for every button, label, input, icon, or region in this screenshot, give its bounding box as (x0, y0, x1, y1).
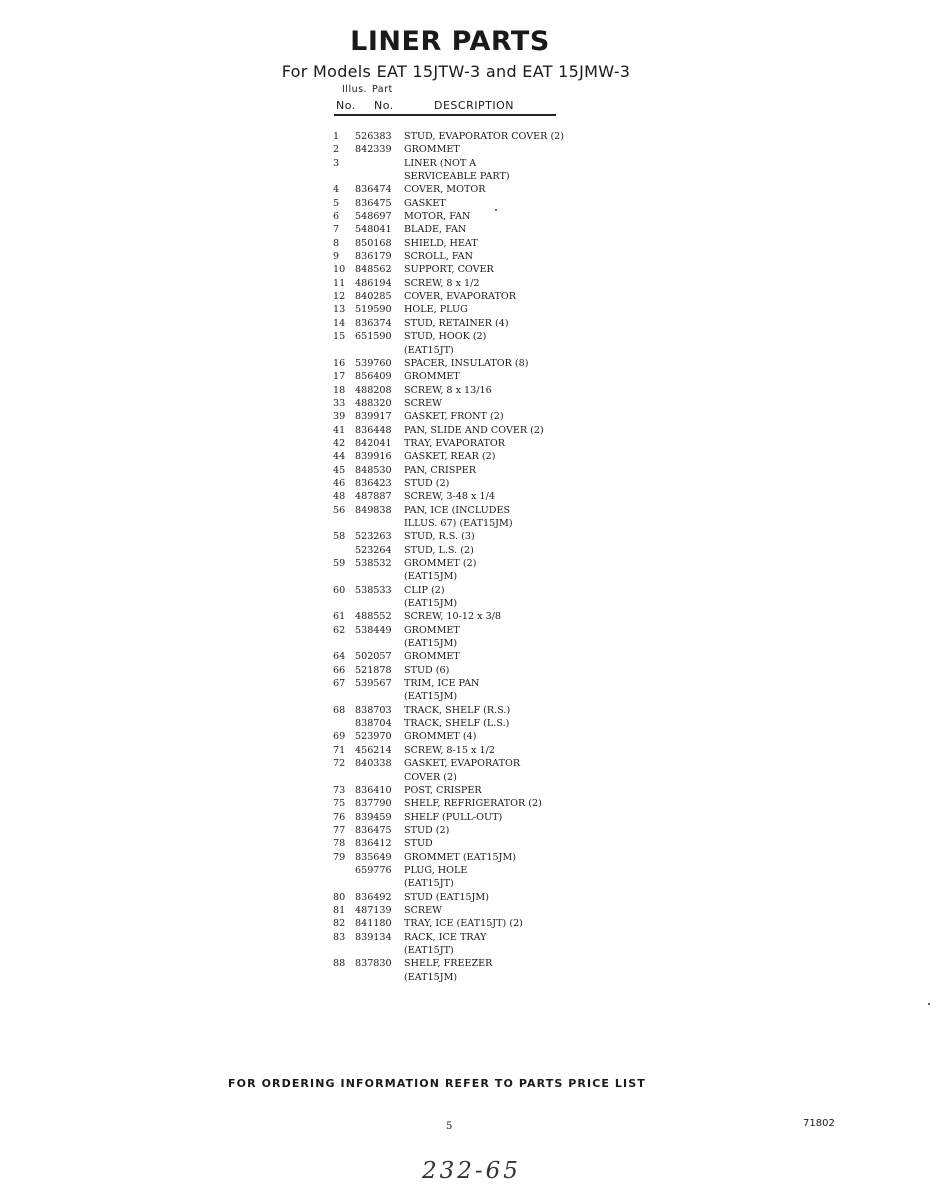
part-number: 842339 (355, 144, 392, 156)
part-number: 523264 (355, 544, 392, 556)
illus-number: 45 (333, 464, 346, 476)
part-number: 839134 (355, 931, 392, 943)
parts-row (333, 170, 593, 183)
part-description: COVER (2) (404, 771, 457, 783)
parts-row (333, 917, 593, 930)
illus-number (333, 637, 355, 650)
part-number (355, 771, 404, 784)
part-description: STUD, R.S. (3) (404, 531, 475, 543)
part-description: SCROLL, FAN (404, 251, 473, 263)
part-number (355, 944, 404, 957)
part-number (355, 597, 404, 610)
part-description: PAN, ICE (INCLUDES (404, 504, 511, 516)
illus-number (333, 971, 355, 984)
part-description: STUD, EVAPORATOR COVER (2) (404, 131, 565, 142)
part-number: 836474 (355, 184, 392, 196)
illus-number: 77 (333, 824, 346, 836)
part-number: 486194 (355, 277, 392, 289)
document-number: 71802 (803, 1118, 835, 1129)
column-header-part: Part (372, 84, 393, 95)
illus-number: 79 (333, 851, 346, 863)
illus-number: 82 (333, 918, 346, 930)
stray-mark (495, 209, 497, 211)
part-description: PAN, SLIDE AND COVER (2) (404, 424, 544, 436)
parts-row (333, 757, 593, 770)
parts-row (333, 824, 593, 837)
stray-mark (928, 1003, 930, 1005)
illus-number (333, 344, 355, 357)
parts-row (333, 811, 593, 824)
illus-number: 46 (333, 477, 346, 489)
part-number: 836374 (355, 317, 392, 329)
parts-row (333, 650, 593, 663)
part-number: 539567 (355, 678, 392, 690)
part-number: 839917 (355, 411, 392, 423)
part-number: 836412 (355, 838, 392, 850)
part-number: 836423 (355, 477, 392, 489)
page-title: LINER PARTS (350, 26, 550, 57)
illus-number: 42 (333, 437, 346, 449)
part-description: CLIP (2) (404, 584, 445, 596)
illus-number: 12 (333, 291, 346, 303)
illus-number: 81 (333, 904, 346, 916)
illus-number: 71 (333, 744, 346, 756)
part-description: STUD, RETAINER (4) (404, 317, 509, 329)
illus-number (333, 864, 355, 877)
part-number: 548697 (355, 211, 392, 223)
part-description: GROMMET (404, 624, 460, 636)
column-header-illus-no: No. (336, 99, 356, 112)
parts-row (333, 183, 593, 196)
parts-row (333, 610, 593, 623)
illus-number: 67 (333, 678, 346, 690)
part-description: RACK, ICE TRAY (404, 931, 487, 943)
part-number (355, 971, 404, 984)
part-description: TRIM, ICE PAN (404, 678, 480, 690)
page-number: 5 (446, 1121, 453, 1132)
part-number: 488552 (355, 611, 392, 623)
illus-number: 4 (333, 184, 340, 196)
parts-row (333, 877, 593, 890)
parts-row (333, 370, 593, 383)
parts-row (333, 784, 593, 797)
part-description: SCREW (404, 397, 443, 409)
illus-number: 58 (333, 531, 346, 543)
part-number: 856409 (355, 371, 392, 383)
parts-row (333, 944, 593, 957)
parts-row (333, 250, 593, 263)
illus-number: 17 (333, 371, 346, 383)
part-description: SCREW, 10-12 x 3/8 (404, 611, 502, 623)
part-number (355, 690, 404, 703)
parts-row (333, 143, 593, 156)
parts-row (333, 437, 593, 450)
part-number: 523970 (355, 731, 392, 743)
illus-number: 18 (333, 384, 346, 396)
part-description: BLADE, FAN (404, 224, 467, 236)
part-description: SHELF (PULL-OUT) (404, 811, 503, 823)
illus-number: 14 (333, 317, 346, 329)
part-number: 837830 (355, 958, 392, 970)
part-description: GROMMET (404, 651, 460, 663)
part-number: 839916 (355, 451, 392, 463)
illus-number: 1 (333, 131, 340, 142)
parts-row (333, 771, 593, 784)
part-number: 502057 (355, 651, 392, 663)
part-number: 849838 (355, 504, 392, 516)
part-number: 835649 (355, 851, 392, 863)
models-subtitle: For Models EAT 15JTW-3 and EAT 15JMW-3 (281, 62, 631, 81)
part-description: TRACK, SHELF (R.S.) (404, 704, 511, 716)
illus-number (333, 597, 355, 610)
part-number: 651590 (355, 331, 392, 343)
part-number: 839459 (355, 811, 392, 823)
part-description: STUD (EAT15JM) (404, 891, 489, 903)
part-description: (EAT15JM) (404, 571, 458, 583)
illus-number (333, 877, 355, 890)
parts-row (333, 210, 593, 223)
part-number: 538532 (355, 558, 392, 569)
illus-number: 2 (333, 144, 340, 156)
part-number: 841180 (355, 918, 392, 930)
parts-row (333, 570, 593, 583)
part-description: SCREW, 8-15 x 1/2 (404, 744, 495, 756)
column-header-description: DESCRIPTION (434, 99, 514, 112)
parts-row (333, 197, 593, 210)
illus-number (333, 690, 355, 703)
illus-number: 80 (333, 891, 346, 903)
part-description: GASKET, REAR (2) (404, 451, 496, 463)
illus-number: 33 (333, 397, 346, 409)
parts-row (333, 677, 593, 690)
part-description: SHELF, FREEZER (404, 958, 493, 970)
part-number: 836475 (355, 824, 392, 836)
parts-row (333, 624, 593, 637)
part-description: TRACK, SHELF (L.S.) (404, 718, 510, 730)
part-description: STUD (2) (404, 477, 450, 489)
parts-row (333, 424, 593, 437)
part-description: GROMMET (4) (404, 731, 477, 743)
part-description: GROMMET (EAT15JM) (404, 851, 517, 863)
part-number: 838704 (355, 718, 392, 730)
part-description: ILLUS. 67) (EAT15JM) (404, 517, 513, 529)
part-description: GASKET, FRONT (2) (404, 411, 504, 423)
parts-row (333, 263, 593, 276)
parts-row (333, 504, 593, 517)
part-number (355, 570, 404, 583)
illus-number: 8 (333, 237, 340, 249)
parts-row (333, 597, 593, 610)
parts-row (333, 957, 593, 970)
parts-row (333, 490, 593, 503)
illus-number: 48 (333, 491, 346, 503)
part-description: SCREW, 8 x 13/16 (404, 384, 492, 396)
part-number (355, 170, 404, 183)
part-description: COVER, EVAPORATOR (404, 291, 516, 303)
part-number: 836475 (355, 197, 392, 209)
part-number: 521878 (355, 664, 392, 676)
parts-row (333, 517, 593, 530)
illus-number: 10 (333, 264, 346, 276)
illus-number: 6 (333, 211, 340, 223)
part-description: PAN, CRISPER (404, 464, 476, 476)
illus-number: 7 (333, 224, 340, 236)
part-description: SPACER, INSULATOR (8) (404, 357, 529, 369)
parts-row (333, 744, 593, 757)
parts-row (333, 904, 593, 917)
illus-number: 66 (333, 664, 346, 676)
parts-row (333, 557, 593, 570)
part-number: 850168 (355, 237, 392, 249)
part-number: 837790 (355, 798, 392, 810)
part-number: 539760 (355, 357, 392, 369)
ordering-note: FOR ORDERING INFORMATION REFER TO PARTS PRICE LIST (228, 1077, 646, 1090)
part-number: 836492 (355, 891, 392, 903)
part-number: 548041 (355, 224, 392, 236)
part-description: MOTOR, FAN (404, 211, 471, 223)
part-number (355, 517, 404, 530)
illus-number: 76 (333, 811, 346, 823)
part-number: 848562 (355, 264, 392, 276)
parts-row (333, 130, 593, 143)
part-number (355, 877, 404, 890)
illus-number (333, 570, 355, 583)
illus-number: 62 (333, 624, 346, 636)
parts-row (333, 584, 593, 597)
parts-row (333, 317, 593, 330)
illus-number (333, 517, 355, 530)
parts-row (333, 664, 593, 677)
part-number: 836448 (355, 424, 392, 436)
header-rule (334, 114, 556, 116)
part-description: GROMMET (404, 371, 460, 383)
parts-row (333, 357, 593, 370)
illus-number: 59 (333, 558, 346, 569)
part-description: SCREW, 8 x 1/2 (404, 277, 480, 289)
illus-number: 56 (333, 504, 346, 516)
part-number: 836410 (355, 784, 392, 796)
illus-number: 69 (333, 731, 346, 743)
part-description: GROMMET (404, 144, 460, 156)
illus-number (333, 771, 355, 784)
part-description: (EAT15JM) (404, 971, 458, 983)
part-number: 519590 (355, 304, 392, 316)
parts-row (333, 864, 593, 877)
illus-number (333, 717, 355, 730)
parts-row (333, 477, 593, 490)
part-number (355, 344, 404, 357)
part-number (355, 637, 404, 650)
part-number (355, 157, 404, 170)
part-number: 487887 (355, 491, 392, 503)
part-description: SCREW, 3-48 x 1/4 (404, 491, 495, 503)
illus-number: 41 (333, 424, 346, 436)
part-number: 848530 (355, 464, 392, 476)
part-number: 838703 (355, 704, 392, 716)
part-description: TRAY, EVAPORATOR (404, 437, 505, 449)
parts-row (333, 971, 593, 984)
parts-row (333, 544, 593, 557)
part-number: 836179 (355, 251, 392, 263)
parts-row (333, 717, 593, 730)
illus-number (333, 170, 355, 183)
parts-row (333, 277, 593, 290)
illus-number: 68 (333, 704, 346, 716)
part-description: STUD, HOOK (2) (404, 331, 487, 343)
illus-number: 13 (333, 304, 346, 316)
part-number: 659776 (355, 864, 392, 876)
parts-row (333, 397, 593, 410)
illus-number (333, 944, 355, 957)
part-description: HOLE, PLUG (404, 304, 468, 316)
parts-row (333, 290, 593, 303)
part-number: 538449 (355, 624, 392, 636)
parts-row (333, 157, 593, 170)
part-description: SHELF, REFRIGERATOR (2) (404, 798, 542, 810)
parts-row (333, 931, 593, 944)
parts-row (333, 851, 593, 864)
part-description: GASKET (404, 197, 446, 209)
part-number: 523263 (355, 531, 392, 543)
part-number: 487139 (355, 904, 392, 916)
illus-number: 16 (333, 357, 346, 369)
parts-row (333, 344, 593, 357)
column-header-part-no: No. (374, 99, 394, 112)
part-description: SERVICEABLE PART) (404, 171, 510, 183)
parts-row (333, 637, 593, 650)
illus-number: 44 (333, 451, 346, 463)
illus-number: 3 (333, 157, 340, 169)
part-description: PLUG, HOLE (404, 864, 468, 876)
part-description: SUPPORT, COVER (404, 264, 494, 276)
illus-number: 5 (333, 197, 340, 209)
parts-row (333, 450, 593, 463)
parts-row (333, 410, 593, 423)
parts-row (333, 704, 593, 717)
illus-number: 64 (333, 651, 346, 663)
part-description: (EAT15JT) (404, 344, 454, 356)
part-number: 456214 (355, 744, 392, 756)
illus-number: 83 (333, 931, 346, 943)
parts-row (333, 730, 593, 743)
part-number: 842041 (355, 437, 392, 449)
illus-number: 9 (333, 251, 340, 263)
parts-row (333, 837, 593, 850)
illus-number: 60 (333, 584, 346, 596)
part-description: (EAT15JM) (404, 598, 458, 610)
parts-row (333, 464, 593, 477)
parts-row (333, 237, 593, 250)
part-description: GASKET, EVAPORATOR (404, 758, 521, 770)
part-number: 840338 (355, 758, 392, 770)
part-description: (EAT15JT) (404, 878, 454, 890)
illus-number: 72 (333, 758, 346, 770)
part-description: LINER (NOT A (404, 157, 477, 169)
illus-number: 75 (333, 798, 346, 810)
parts-row (333, 384, 593, 397)
parts-row (333, 891, 593, 904)
illus-number: 39 (333, 411, 346, 423)
part-number: 538533 (355, 584, 392, 596)
parts-row (333, 303, 593, 316)
part-description: SCREW (404, 904, 443, 916)
illus-number (333, 544, 355, 557)
part-description: STUD (2) (404, 824, 450, 836)
parts-row (333, 797, 593, 810)
part-description: SHIELD, HEAT (404, 237, 478, 249)
parts-row (333, 690, 593, 703)
illus-number: 61 (333, 611, 346, 623)
column-header-illus: Illus. (342, 84, 368, 95)
part-number: 488208 (355, 384, 392, 396)
part-description: STUD, L.S. (2) (404, 544, 474, 556)
parts-row (333, 223, 593, 236)
illus-number: 78 (333, 838, 346, 850)
parts-row (333, 330, 593, 343)
part-number: 840285 (355, 291, 392, 303)
illus-number: 88 (333, 958, 346, 970)
part-description: (EAT15JT) (404, 944, 454, 956)
part-description: STUD (6) (404, 664, 450, 676)
part-description: POST, CRISPER (404, 784, 482, 796)
part-number: 526383 (355, 131, 392, 142)
part-description: STUD (404, 838, 433, 850)
handwritten-note: 232-65 (422, 1158, 521, 1184)
illus-number: 15 (333, 331, 346, 343)
part-description: TRAY, ICE (EAT15JT) (2) (404, 918, 523, 930)
part-description: (EAT15JM) (404, 638, 458, 650)
illus-number: 11 (333, 277, 346, 289)
part-description: COVER, MOTOR (404, 184, 486, 196)
part-number: 488320 (355, 397, 392, 409)
illus-number: 73 (333, 784, 346, 796)
parts-list (333, 130, 593, 984)
parts-row (333, 530, 593, 543)
part-description: (EAT15JM) (404, 691, 458, 703)
part-description: GROMMET (2) (404, 558, 477, 569)
